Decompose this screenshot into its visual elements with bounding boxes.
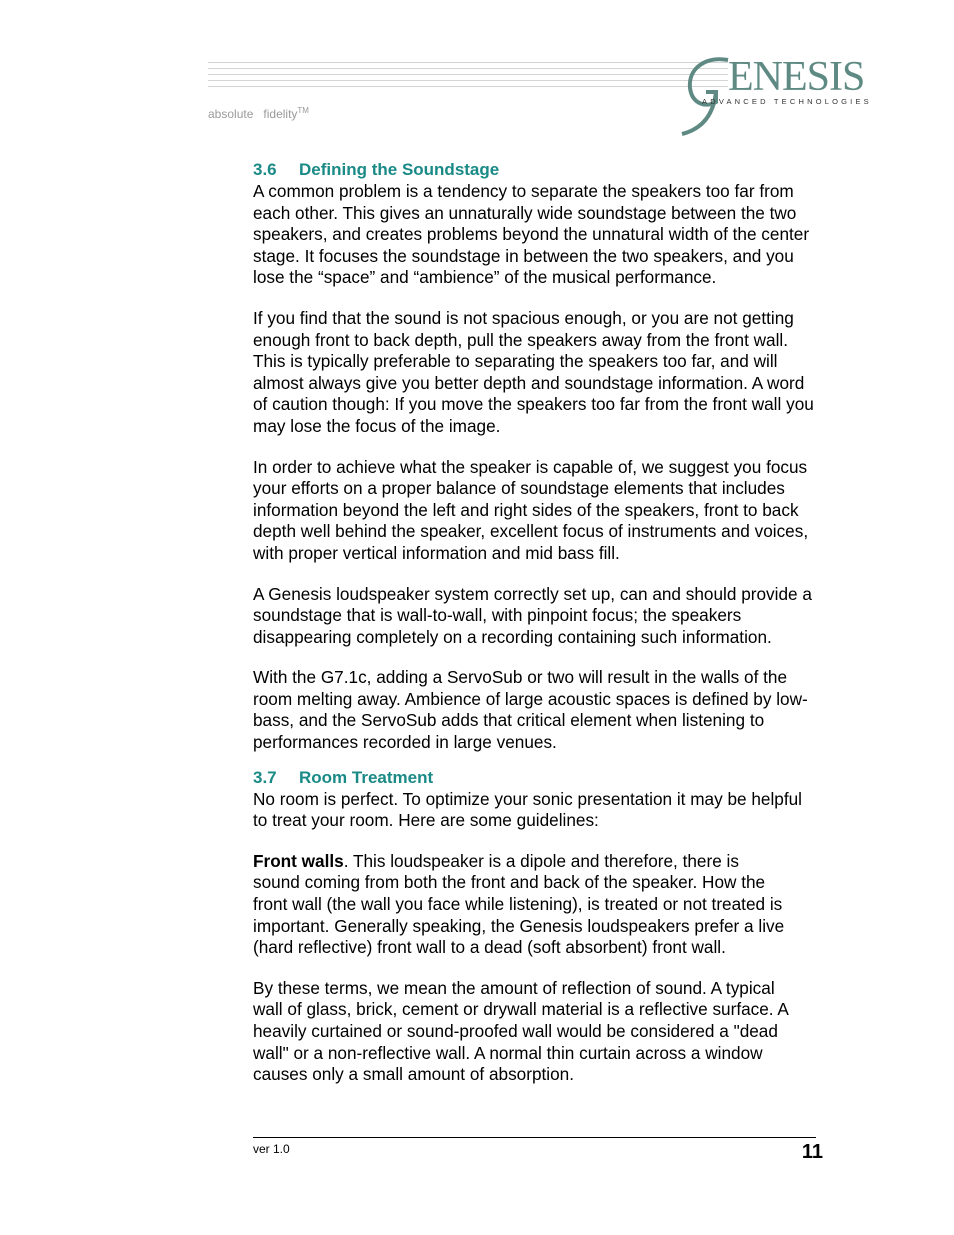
paragraph: A common problem is a tendency to separate the speakers too far from each other. This gives an unnaturally wide soundstage between the two speakers, and creates problems beyond the unnatural width of the center stage. It focuses the soundstage in between the two speakers, and you lose the “space” and “ambience” of the musical performance. [253,181,810,288]
section-title: Room Treatment [299,767,434,787]
section-number: 3.6 [253,160,277,179]
footer-rule [253,1137,816,1138]
front-walls-paragraph [253,851,788,959]
tagline-trademark: TM [297,106,309,115]
paragraph: By these terms, we mean the amount of reflection of sound. A typical wall of glass, brick, cement or drywall material is a reflective surface. A heavily curtained or sound-proofed wall would be considered a "dead wall" or a non-reflective wall. A normal thin curtain across a window causes only a small amount of absorption. [253,977,788,1085]
main-content [253,159,818,1105]
paragraph: A Genesis loudspeaker system correctly set up, can and should provide a soundstage that is wall-to-wall, with pinpoint focus; the speakers disappearing completely on a recording containing such information. [253,583,812,647]
svg-text:ADVANCED TECHNOLOGIES: ADVANCED TECHNOLOGIES [702,97,872,106]
section-title: Defining the Soundstage [299,160,500,179]
svg-text:ENESIS: ENESIS [728,54,865,100]
tagline [208,106,309,121]
version-label: ver 1.0 [253,1142,290,1156]
front-walls-text: . This loudspeaker is a dipole and therefore, there is sound coming from both the front and back of the speaker. How the front wall (the wall you face while listening), is treated or not treated is important. Generally speaking, the Genesis loudspeakers prefer a live (hard reflective) front wall to a dead (soft absorbent) front wall. [253,850,785,958]
tagline-word-fidelity: fidelity [263,107,298,121]
section-heading-3-6 [253,159,818,181]
tagline-word-absolute: absolute [208,107,254,121]
paragraph: No room is perfect. To optimize your sonic presentation it may be helpful to treat your room. Here are some guidelines: [253,788,802,831]
paragraph: If you find that the sound is not spacious enough, or you are not getting enough front to back depth, pull the speakers away from the front wall. This is typically preferable to separating the speakers too far, and will almost always give you better depth and soundstage information. A word of caution though: If you move the speakers too far from the front wall you may lose the focus of the image. [253,307,814,436]
paragraph: In order to achieve what the speaker is capable of, we suggest you focus your efforts on a proper balance of soundstage elements that includes information beyond the left and right sides of the speakers, front to back depth well behind the speaker, excellent focus of instruments and voices, with proper vertical information and mid bass fill. [253,456,809,563]
paragraph: With the G7.1c, adding a ServoSub or two will result in the walls of the room melting away. Ambience of large acoustic spaces is defined by low-bass, and the ServoSub adds that critical element when listening to performances recorded in large venues. [253,667,808,753]
front-walls-label: Front walls [253,850,344,871]
section-heading-3-7 [253,767,818,789]
section-number: 3.7 [253,767,277,787]
page-number: 11 [801,1141,823,1163]
header-rule-lines [208,62,728,92]
genesis-logo [676,50,891,140]
